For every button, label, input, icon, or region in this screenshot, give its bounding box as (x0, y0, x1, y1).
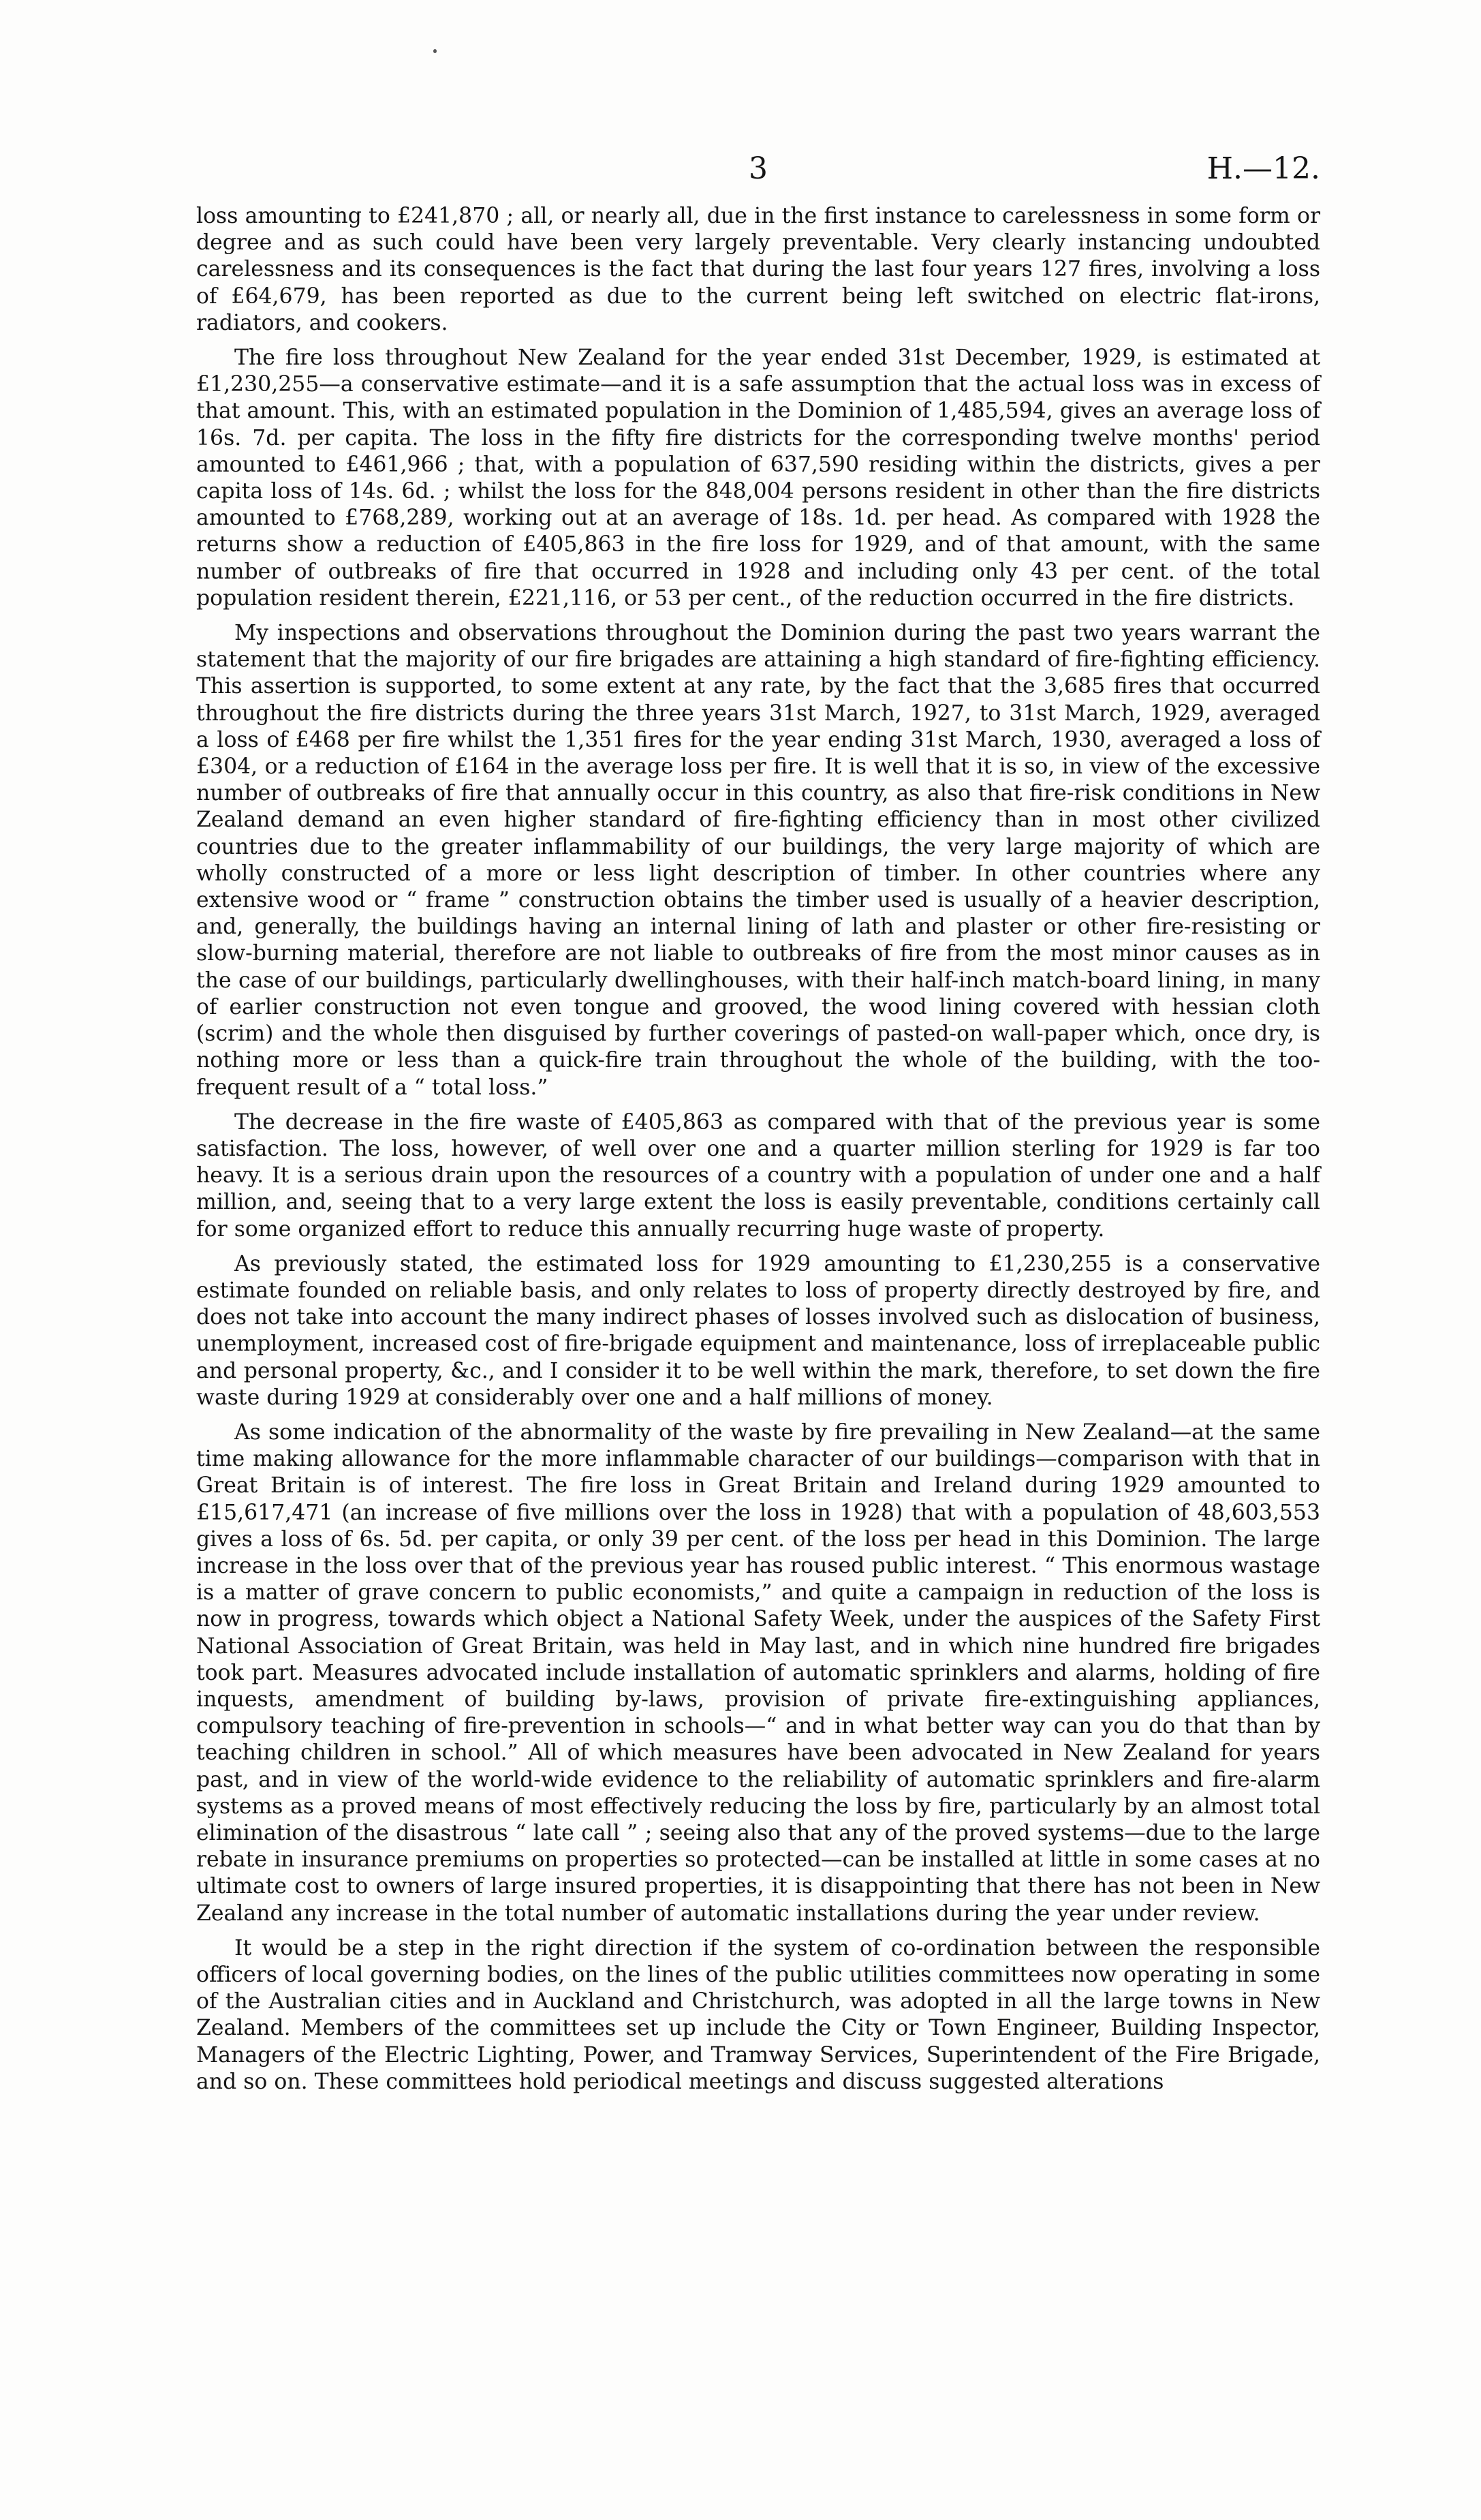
document-reference: H.—12. (1206, 151, 1320, 186)
paragraph-3: My inspections and observations throughout the Dominion during the past two years warrant the statement that the majority of our fire brigades are attaining a high standard of fire-fighting efficiency. This assertion is supported, to some extent at any rate, by the fact that the 3,685 fires that occurred throughout the fire districts during the three years 31st March, 1927, to 31st March, 1929, averaged a loss of £468 per fire whilst the 1,351 fires for the year ending 31st March, 1930, averaged a loss of £304, or a reduction of £164 in the average loss per fire. It is well that it is so, in view of the excessive number of outbreaks of fire that annually occur in this country, as also that fire-risk conditions in New Zealand demand an even higher standard of fire-fighting efficiency than in most other civilized countries due to the greater inflammability of our buildings, the very large majority of which are wholly constructed of a more or less light description of timber. In other countries where any extensive wood or “ frame ” construction obtains the timber used is usually of a heavier description, and, generally, the buildings having an internal lining of lath and plaster or other fire-resisting or slow-burning material, therefore are not liable to outbreaks of fire from the most minor causes as in the case of our buildings, particularly dwellinghouses, with their half-inch match-board lining, in many of earlier construction not even tongue and grooved, the wood lining covered with hessian cloth (scrim) and the whole then disguised by further coverings of pasted-on wall-paper which, once dry, is nothing more or less than a quick-fire train throughout the whole of the building, with the too-frequent result of a “ total loss.” (196, 621, 1320, 1100)
ink-speck (433, 49, 437, 53)
page-number: 3 (749, 151, 768, 186)
paragraph-1: loss amounting to £241,870 ; all, or nearly all, due in the first instance to carelessness in some form or degree and as such could have been very largely preventable. Very clearly instancing undoubted carelessness and its consequences is the fact that during the last four years 127 fires, involving a loss of £64,679, has been reported as due to the current being left switched on electric flat-irons, radiators, and cookers. (196, 204, 1320, 335)
paragraph-4: The decrease in the fire waste of £405,863 as compared with that of the previous year is some satisfaction. The loss, however, of well over one and a quarter million sterling for 1929 is far too heavy. It is a serious drain upon the resources of a country with a population of under one and a half million, and, seeing that to a very large extent the loss is easily preventable, conditions certainly call for some organized effort to reduce this annually recurring huge waste of property. (196, 1109, 1320, 1242)
paragraph-7: It would be a step in the right direction if the system of co-ordination between the responsible officers of local governing bodies, on the lines of the public utilities committees now operating in some of the Australian cities and in Auckland and Christchurch, was adopted in all the large towns in New Zealand. Members of the committees set up include the City or Town Engineer, Building Inspector, Managers of the Electric Lighting, Power, and Tramway Services, Superintendent of the Fire Brigade, and so on. These committees hold periodical meetings and discuss suggested alterations (196, 1935, 1320, 2094)
paragraph-6: As some indication of the abnormality of the waste by fire prevailing in New Zealand—at the same time making allowance for the more inflammable character of our buildings—comparison with that in Great Britain is of interest. The fire loss in Great Britain and Ireland during 1929 amounted to £15,617,471 (an increase of five millions over the loss in 1928) that with a population of 48,603,553 gives a loss of 6s. 5d. per capita, or only 39 per cent. of the loss per head in this Dominion. The large increase in the loss over that of the previous year has roused public interest. “ This enormous wastage is a matter of grave concern to public economists,” and quite a campaign in reduction of the loss is now in progress, towards which object a National Safety Week, under the auspices of the Safety First National Association of Great Britain, was held in May last, and in which nine hundred fire brigades took part. Measures advocated include installation of automatic sprinklers and alarms, holding of fire inquests, amendment of building by-laws, provision of private fire-extinguishing appliances, compulsory teaching of fire-prevention in schools—“ and in what better way can you do that than by teaching children in school.” All of which measures have been advocated in New Zealand for years past, and in view of the world-wide evidence to the reliability of automatic sprinklers and fire-alarm systems as a proved means of most effectively reducing the loss by fire, particularly by an almost total elimination of the disastrous “ late call ” ; seeing also that any of the proved systems—due to the large rebate in insurance premiums on properties so protected—can be installed at little in some cases at no ultimate cost to owners of large insured properties, it is disappointing that there has not been in New Zealand any increase in the total number of automatic installations during the year under review. (196, 1419, 1320, 1926)
paragraph-5: As previously stated, the estimated loss for 1929 amounting to £1,230,255 is a conservative estimate founded on reliable basis, and only relates to loss of property directly destroyed by fire, and does not take into account the many indirect phases of losses involved such as dislocation of business, unemployment, increased cost of fire-brigade equipment and maintenance, loss of irreplaceable public and personal property, &c., and I consider it to be well within the mark, therefore, to set down the fire waste during 1929 at considerably over one and a half millions of money. (196, 1251, 1320, 1410)
body-text (196, 203, 1320, 2104)
page-header (196, 150, 1320, 191)
paragraph-2: The fire loss throughout New Zealand for the year ended 31st December, 1929, is estimated at £1,230,255—a conservative estimate—and it is a safe assumption that the actual loss was in excess of that amount. This, with an estimated population in the Dominion of 1,485,594, gives an average loss of 16s. 7d. per capita. The loss in the fifty fire districts for the corresponding twelve months' period amounted to £461,966 ; that, with a population of 637,590 residing within the districts, gives a per capita loss of 14s. 6d. ; whilst the loss for the 848,004 persons resident in other than the fire districts amounted to £768,289, working out at an average of 18s. 1d. per head. As compared with 1928 the returns show a reduction of £405,863 in the fire loss for 1929, and of that amount, with the same number of outbreaks of fire that occurred in 1928 and including only 43 per cent. of the total population resident therein, £221,116, or 53 per cent., of the reduction occurred in the fire districts. (196, 345, 1320, 611)
